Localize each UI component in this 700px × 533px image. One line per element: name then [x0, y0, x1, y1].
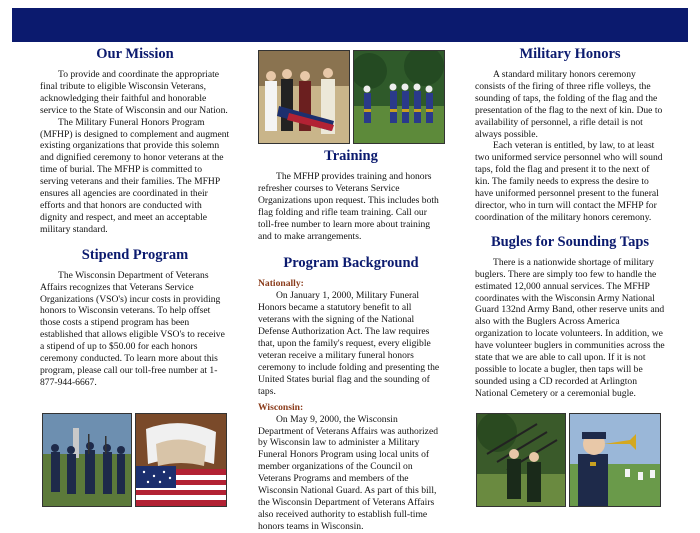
bugles-paragraph: There is a nationwide shortage of military buglers. There are simply too few to handle the estimated 12,000 annual services. The MFHP coordinates with the Wisconsin Army National Guard 132nd Army Band, other reserve units and also with the Buglers Across America organization to locate volunteers. In addition, we have volunteer buglers in communities across the state that we are able to call upon. If it is not possible to locate a bugler, then taps will be sounded using a CD recorded at Arlington National Cemetery or a ceremonial bugle.: [475, 256, 665, 399]
wisconsin-label: Wisconsin:: [258, 401, 304, 413]
wisconsin-paragraph: On May 9, 2000, the Wisconsin Department of Veterans Affairs was authorized by Wisconsin law to administer a Military Funeral Honors Program using local units of member organizations of the Council on Veterans Programs and members of the Wisconsin National Guard. As part of this bill, the Wisconsin Department of Veterans Affairs also received authority to establish full-time honors teams in Wisconsin.: [258, 413, 438, 532]
honor-guard-photo: [42, 413, 132, 507]
photos-right: [476, 413, 661, 507]
background-heading: Program Background: [283, 255, 419, 272]
column-left: [40, 46, 230, 389]
training-paragraph: The MFHP provides training and honors refresher courses to Veterans Service Organizations upon request. This includes both flag folding and rifle team training. Call our toll-free number to learn more about training and to make arrangements.: [258, 171, 439, 242]
bugles-heading: Bugles for Sounding Taps: [490, 233, 650, 250]
honors-paragraph-1: A standard military honors ceremony consists of the firing of three rifle volleys, the sounding of taps, the folding of the flag and the presentation of the flag to the next of kin. Due to availability of personnel, a rifle detail is not always possible.: [475, 69, 663, 140]
honors-heading: Military Honors: [519, 46, 621, 62]
honors-paragraph-2: Each veteran is entitled, by law, to at least two uniformed service personnel who will sound taps, fold the flag and present it to the next of kin. The family needs to express the desire to have uniformed personnel present to the funeral director, who in turn will contact the MFHP for coordination of the military honors ceremony.: [475, 140, 663, 223]
rifle-volley-photo: [476, 413, 566, 507]
rifle-team-photo: [353, 50, 445, 144]
bugler-photo: [569, 413, 661, 507]
flag-folding-photo: [135, 413, 227, 507]
mission-paragraph-1: To provide and coordinate the appropriate final tribute to eligible Wisconsin Veterans, acknowledging their faithful and honorable service to the State of Wisconsin and our Nation.: [40, 69, 228, 116]
training-heading: Training: [324, 148, 378, 164]
top-banner: [12, 8, 688, 42]
column-middle: [258, 148, 444, 533]
mission-paragraph-2: The Military Funeral Honors Program (MFHP) is designed to complement and augment existing organizations that provide this solemn and dignified ceremony to honor veterans at the time of burial. The MFHP is committed to serving veterans and their families. The MFHP ensures all agencies are coordinated in their efforts and that honors are conducted with dignity and respect, and meet an acceptable military standard.: [40, 116, 230, 235]
stipend-paragraph: The Wisconsin Department of Veterans Affairs recognizes that Veterans Service Organizations (VSO's) incur costs in providing honors to Wisconsin veterans. To help offset those costs a stipend program has been established that allows eligible VSO's to receive a stipend of up to $50.00 for each honors ceremony conducted. To learn more about this program, please call our toll-free number at 1-877-944-6667.: [40, 269, 225, 388]
column-right: [475, 46, 665, 400]
stipend-heading: Stipend Program: [81, 246, 189, 263]
nationally-paragraph: On January 1, 2000, Military Funeral Honors became a statutory benefit to all veterans with the signing of the National Defense Authorization Act. The law requires that, upon the family's request, every eligible veteran receive a military funeral honors ceremony to include folding and presenting the United States burial flag and the sounding of taps.: [258, 290, 440, 397]
photos-left: [42, 413, 227, 507]
nationally-label: Nationally:: [258, 278, 304, 290]
mission-heading: Our Mission: [96, 46, 174, 62]
flag-presentation-photo: [258, 50, 350, 144]
photos-middle: [258, 50, 445, 144]
